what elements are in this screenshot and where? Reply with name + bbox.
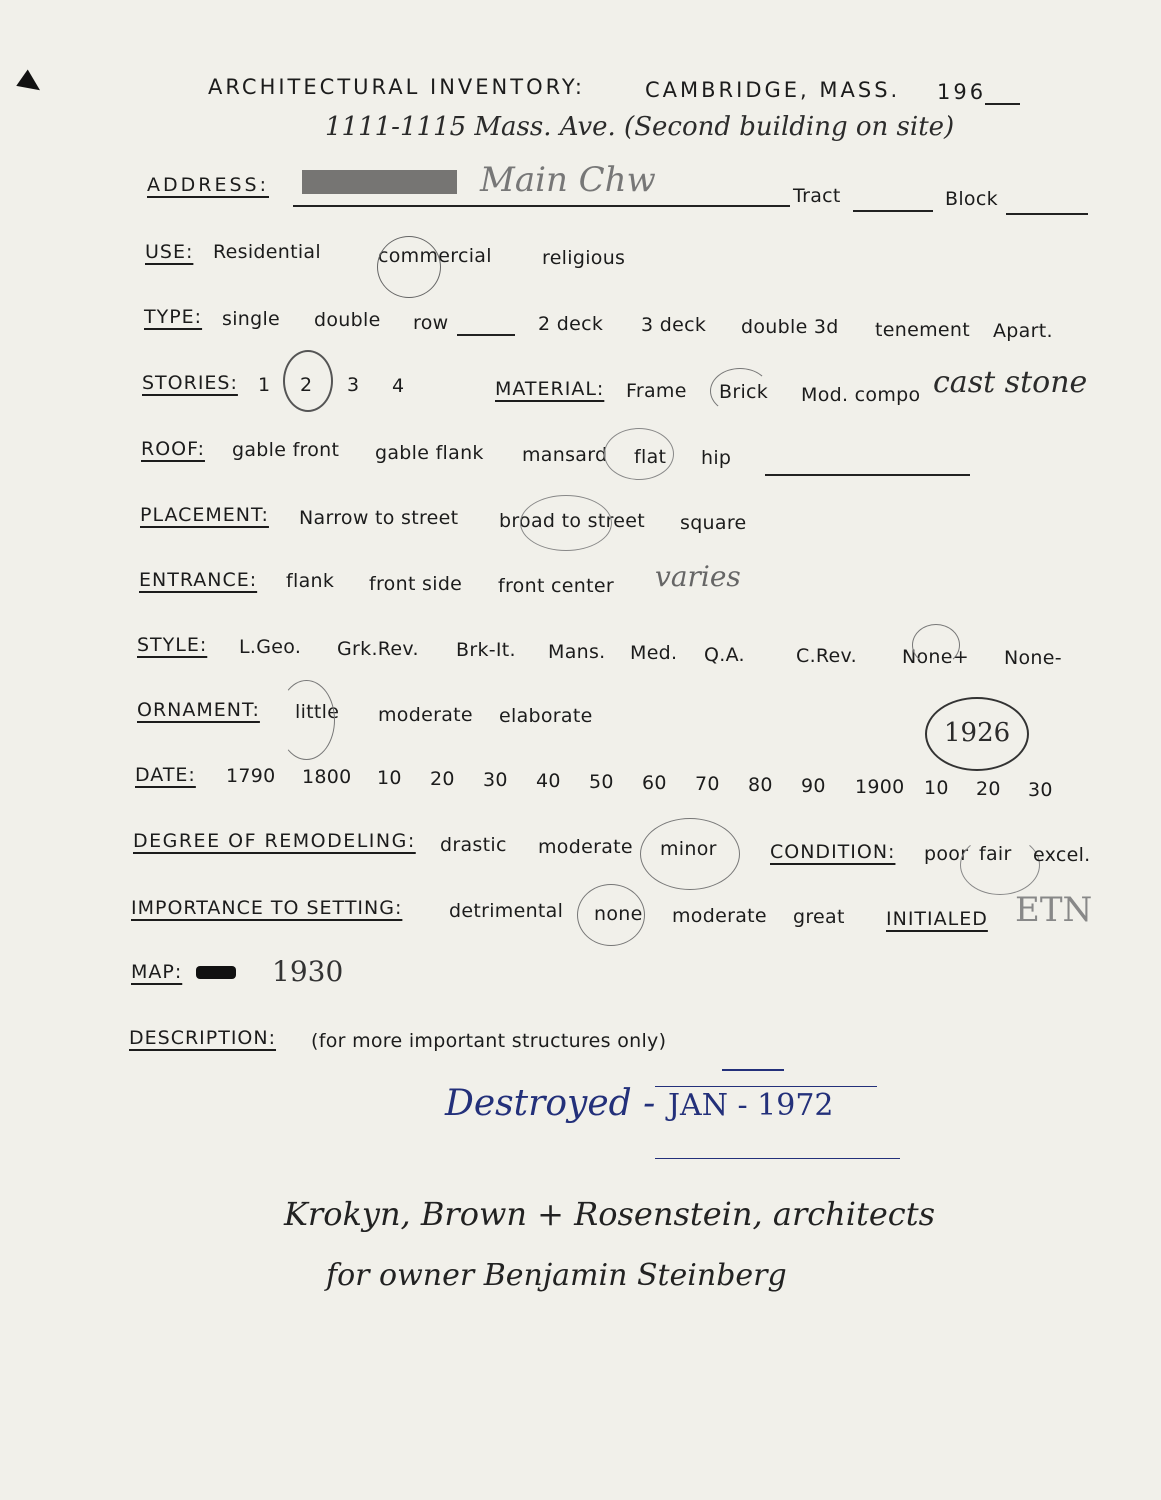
style-crev: C.Rev. (796, 645, 857, 667)
type-label: TYPE: (144, 306, 203, 328)
material-mod-compo: Mod. compo (801, 384, 921, 406)
tract-label: Tract (793, 185, 841, 207)
block-label: Block (945, 188, 998, 210)
placement-broad: broad to street (499, 510, 646, 532)
address-label: ADDRESS: (147, 174, 269, 196)
stories-2: 2 (300, 374, 313, 396)
date-30: 30 (483, 769, 508, 791)
style-lgeo: L.Geo. (239, 636, 302, 658)
placement-broad-circle (520, 495, 612, 551)
importance-none-circle (577, 884, 645, 946)
type-2-deck: 2 deck (538, 313, 604, 335)
importance-label: IMPORTANCE TO SETTING: (131, 897, 403, 919)
placement-narrow: Narrow to street (299, 507, 459, 529)
roof-blank (765, 474, 970, 476)
description-label: DESCRIPTION: (129, 1027, 277, 1049)
style-brkit: Brk-It. (456, 639, 516, 661)
style-mans: Mans. (548, 641, 606, 663)
remodeling-minor-circle (640, 818, 740, 890)
date-40: 40 (536, 770, 561, 792)
entrance-label: ENTRANCE: (139, 569, 258, 591)
architects-line-2: for owner Benjamin Steinberg (326, 1258, 787, 1293)
ornament-label: ORNAMENT: (137, 699, 260, 721)
date-90: 90 (801, 775, 826, 797)
style-med: Med. (630, 642, 678, 664)
date-70: 70 (695, 773, 720, 795)
type-tenement: tenement (875, 319, 970, 341)
form-title: ARCHITECTURAL INVENTORY: (208, 75, 585, 99)
initialed-handwritten: ETN (1015, 890, 1093, 930)
remodeling-label: DEGREE OF REMODELING: (133, 830, 416, 852)
entrance-front-side: front side (369, 573, 463, 595)
map-redaction (196, 966, 236, 979)
date-20: 20 (430, 768, 455, 790)
roof-hip: hip (701, 447, 732, 469)
use-commercial: commercial (378, 245, 492, 267)
stories-1: 1 (258, 374, 271, 396)
type-row-blank (457, 334, 515, 336)
type-row: row (413, 312, 449, 334)
importance-moderate: moderate (672, 905, 767, 927)
destroyed-bottomline (655, 1158, 900, 1159)
material-frame: Frame (626, 380, 687, 402)
style-qa: Q.A. (704, 644, 745, 666)
style-none-plus: None+ (902, 646, 969, 668)
stories-label: STORIES: (142, 372, 238, 394)
importance-detrimental: detrimental (449, 900, 564, 922)
tract-line (853, 210, 933, 212)
style-none-minus: None- (1004, 647, 1062, 669)
map-handwritten: 1930 (272, 955, 344, 988)
material-brick-mark (710, 368, 770, 414)
handwritten-address: 1111-1115 Mass. Ave. (Second building on site) (325, 112, 955, 142)
material-label: MATERIAL: (495, 378, 605, 400)
date-1800: 1800 (302, 766, 352, 788)
date-80: 80 (748, 774, 773, 796)
roof-gable-flank: gable flank (375, 442, 484, 464)
date-handwritten: 1926 (944, 718, 1011, 748)
type-single: single (222, 308, 281, 330)
use-label: USE: (145, 241, 194, 263)
type-double: double (314, 309, 381, 331)
year-blank (985, 103, 1020, 105)
roof-gable-front: gable front (232, 439, 340, 461)
stories-4: 4 (392, 375, 405, 397)
address-line (293, 205, 790, 207)
stories-2-circle (283, 350, 333, 412)
ornament-moderate: moderate (378, 704, 473, 726)
roof-flat-circle (604, 428, 674, 480)
architects-line-1: Krokyn, Brown + Rosenstein, architects (284, 1195, 935, 1233)
stories-3: 3 (347, 374, 360, 396)
condition-fair-circle (960, 835, 1040, 895)
ornament-little-circle (278, 680, 335, 760)
type-apart: Apart. (993, 320, 1053, 342)
date-handwritten-circle (925, 697, 1029, 771)
date-1790: 1790 (226, 765, 276, 787)
use-religious: religious (542, 247, 626, 269)
ornament-little: little (295, 701, 340, 723)
placement-square: square (680, 512, 747, 534)
block-line (1006, 213, 1088, 215)
material-handwritten: cast stone (933, 365, 1088, 400)
date-1900: 1900 (855, 776, 905, 798)
condition-fair: fair (979, 843, 1012, 865)
description-note: (for more important structures only) (311, 1030, 667, 1052)
roof-flat: flat (634, 446, 667, 468)
roof-label: ROOF: (141, 438, 205, 460)
entrance-flank: flank (286, 570, 335, 592)
entrance-handwritten: varies (655, 560, 741, 593)
destroyed-topline (655, 1086, 877, 1087)
importance-none: none (594, 903, 643, 925)
destroyed-overline (722, 1069, 784, 1071)
remodeling-drastic: drastic (440, 834, 507, 856)
date-label: DATE: (135, 764, 196, 786)
margin-arrow-mark (16, 69, 45, 98)
date-1920: 20 (976, 778, 1001, 800)
date-1910: 10 (924, 777, 949, 799)
remodeling-minor: minor (660, 838, 717, 860)
date-1930: 30 (1028, 779, 1053, 801)
remodeling-moderate: moderate (538, 836, 633, 858)
placement-label: PLACEMENT: (140, 504, 269, 526)
roof-mansard: mansard (522, 444, 608, 466)
importance-great: great (793, 906, 845, 928)
form-city: CAMBRIDGE, MASS. (645, 78, 901, 102)
form-year-prefix: 196 (937, 80, 987, 104)
type-3-deck: 3 deck (641, 314, 707, 336)
style-none-plus-mark (912, 624, 960, 666)
map-label: MAP: (131, 961, 183, 983)
type-double-3d: double 3d (741, 316, 839, 338)
use-residential: Residential (213, 241, 321, 263)
condition-poor: poor (924, 843, 969, 865)
condition-label: CONDITION: (770, 841, 896, 863)
ornament-elaborate: elaborate (499, 705, 593, 727)
date-50: 50 (589, 771, 614, 793)
style-grkrev: Grk.Rev. (337, 638, 419, 660)
use-commercial-circle (377, 236, 441, 298)
date-10: 10 (377, 767, 402, 789)
entrance-front-center: front center (498, 575, 614, 597)
address-handwritten: Main Chw (480, 160, 656, 200)
initialed-label: INITIALED (886, 908, 988, 930)
destroyed-date: JAN - 1972 (668, 1088, 834, 1123)
condition-excel: excel. (1033, 844, 1091, 866)
destroyed-text: Destroyed - (445, 1083, 656, 1124)
address-redaction (302, 170, 457, 194)
material-brick: Brick (719, 381, 769, 403)
style-label: STYLE: (137, 634, 208, 656)
date-60: 60 (642, 772, 667, 794)
